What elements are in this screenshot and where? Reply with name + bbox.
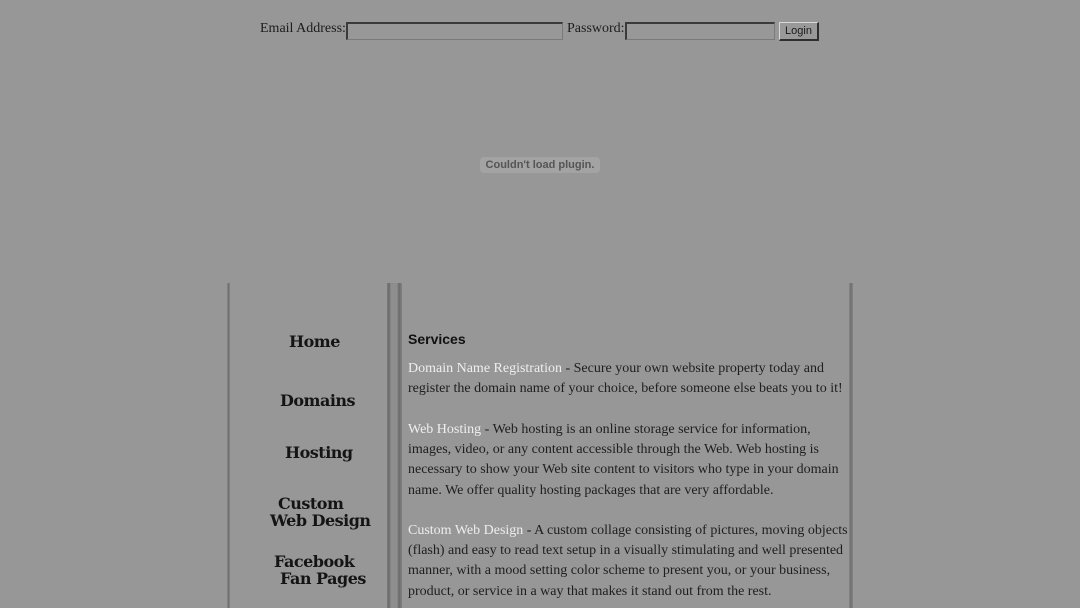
frame-right-border (849, 283, 853, 608)
nav-facebook-fan-pages-line1: Facebook (274, 552, 355, 571)
email-label: Email Address: (260, 21, 346, 36)
nav-facebook-fan-pages-line2: Fan Pages (280, 569, 366, 588)
nav-hosting-label: Hosting (285, 443, 353, 462)
nav-domains-label: Domains (280, 391, 356, 410)
custom-web-design-description: - A custom collage consisting of pictures, moving objects (flash) and easy to read text setup in a visually stimulating and well presented manner, with a mood setting color scheme to present you, or your business, product, or service in a way that makes it stand out from the rest. (408, 523, 848, 599)
custom-web-design-link[interactable]: Custom Web Design (408, 523, 524, 538)
login-bar (0, 20, 1080, 42)
login-button[interactable]: Login (779, 22, 819, 41)
service-domain-registration (408, 359, 848, 399)
domain-registration-link[interactable]: Domain Name Registration (408, 361, 562, 376)
nav-home-label: Home (289, 332, 340, 351)
nav-custom-web-design-line1: Custom (278, 494, 344, 513)
plugin-error-message: Couldn't load plugin. (480, 157, 600, 173)
sidebar-nav (230, 283, 387, 608)
password-input[interactable] (625, 22, 775, 40)
web-hosting-description: - Web hosting is an online storage service for information, images, video, or any content accessible through the Web. Web hosting is necessary to show your Web site content to visitors who type in your domain name. We offer quality hosting packages that are very affordable. (408, 422, 839, 498)
service-web-hosting (408, 420, 848, 501)
web-hosting-link[interactable]: Web Hosting (408, 422, 482, 437)
email-input[interactable] (346, 22, 563, 40)
page-title: Services (408, 331, 466, 347)
domain-registration-description: - Secure your own website property today and register the domain name of your choice, before someone else beats you to it! (408, 361, 843, 397)
service-custom-web-design (408, 521, 848, 602)
password-label: Password: (567, 21, 625, 36)
nav-custom-web-design-line2: Web Design (270, 511, 371, 530)
